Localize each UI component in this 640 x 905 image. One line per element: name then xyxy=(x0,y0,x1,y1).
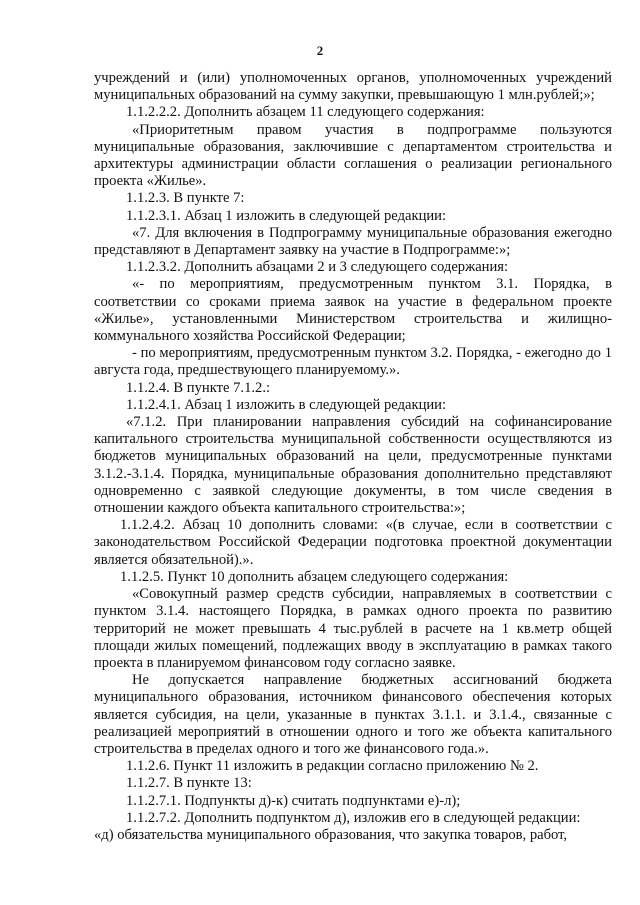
paragraph: 1.1.2.3.1. Абзац 1 изложить в следующей редакции: xyxy=(126,207,447,224)
paragraph: «д) обязательства муниципального образования, что закупка товаров, работ, xyxy=(94,826,568,843)
paragraph: 1.1.2.6. Пункт 11 изложить в редакции согласно приложению № 2. xyxy=(126,758,539,775)
paragraph: «7.1.2. При планировании направления субсидий на софинансирование капитального строительства муниципальной собственности осуществляются из бюджетов муниципальных образований на цели, предусмотренные пунктами 3.1.2.-3.1.4. Порядка, муниципальные образования дополнительно представляют одновременно с заявкой следующие документы, в том числе сведения в отношении каждого объекта капитального строительства:»; xyxy=(94,414,612,517)
paragraph: 1.1.2.4.2. Абзац 10 дополнить словами: «(в случае, если в соответствии с законодательством Российской Федерации подготовка проектной документации является обязательной).». xyxy=(94,517,612,568)
paragraph: 1.1.2.2.2. Дополнить абзацем 11 следующего содержания: xyxy=(126,104,485,121)
paragraph: - по мероприятиям, предусмотренным пунктом 3.2. Порядка, - ежегодно до 1 августа года, предшествующего планируемому.». xyxy=(94,345,612,379)
document-body xyxy=(94,70,612,844)
paragraph: «7. Для включения в Подпрограмму муниципальные образования ежегодно представляют в Департамент заявку на участие в Подпрограмме:»; xyxy=(94,224,612,259)
paragraph: «Приоритетным правом участия в подпрограмме пользуются муниципальные образования, заключившие с департаментом строительства и архитектуры администрации области соглашения о реализации регионального проекта «Жилье». xyxy=(94,121,612,190)
paragraph: 1.1.2.4.1. Абзац 1 изложить в следующей редакции: xyxy=(126,396,447,413)
paragraph: учреждений и (или) уполномоченных органов, уполномоченных учреждений муниципальных образований на сумму закупки, превышающую 1 млн.рублей;»; xyxy=(94,70,612,104)
paragraph: 1.1.2.5. Пункт 10 дополнить абзацем следующего содержания: xyxy=(120,568,509,585)
paragraph: 1.1.2.7.2. Дополнить подпунктом д), изложив его в следующей редакции: xyxy=(126,809,581,826)
paragraph: Не допускается направление бюджетных ассигнований бюджета муниципального образования, источником финансового обеспечения которых является субсидия, на цели, указанные в пунктах 3.1.1. и 3.1.4., связанные с реализацией мероприятий в отношении одного и того же объекта капитального строительства в пределах одного и того же финансового года.». xyxy=(94,672,612,757)
paragraph: 1.1.2.4. В пункте 7.1.2.: xyxy=(126,379,271,396)
paragraph: «Совокупный размер средств субсидии, направляемых в соответствии с пунктом 3.1.4. настоящего Порядка, в рамках одного проекта по развитию территорий не может превышать 4 тыс.рублей в расчете на 1 кв.метр общей площади жилых помещений, подлежащих вводу в эксплуатацию в рамках такого проекта в планируемом финансовом году согласно заявке. xyxy=(94,586,612,671)
paragraph: 1.1.2.7. В пункте 13: xyxy=(126,775,252,792)
paragraph: 1.1.2.7.1. Подпункты д)-к) считать подпунктами е)-л); xyxy=(126,792,461,809)
paragraph: 1.1.2.3. В пункте 7: xyxy=(126,190,245,207)
page-number: 2 xyxy=(316,43,324,58)
paragraph: 1.1.2.3.2. Дополнить абзацами 2 и 3 следующего содержания: xyxy=(126,259,509,276)
paragraph: «- по мероприятиям, предусмотренным пунктом 3.1. Порядка, в соответствии со сроками приема заявок на участие в федеральном проекте «Жилье», установленными Министерством строительства и жилищно-коммунального хозяйства Российской Федерации; xyxy=(94,276,612,345)
